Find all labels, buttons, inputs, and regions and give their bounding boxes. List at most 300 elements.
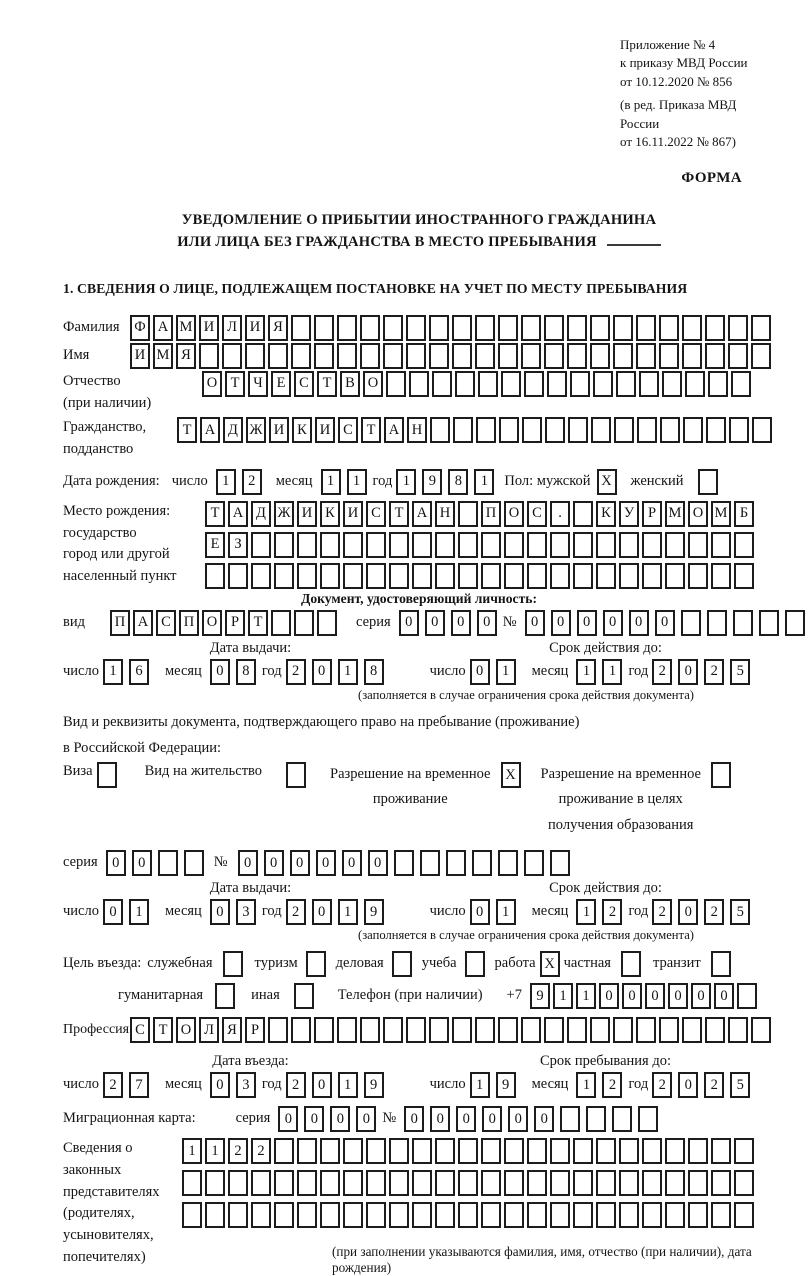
stay-number-cell[interactable]: [472, 850, 492, 876]
birthplace-cell[interactable]: [458, 501, 478, 527]
phone-cell[interactable]: 9: [530, 983, 550, 1009]
birthplace-cell[interactable]: [596, 563, 616, 589]
citizenship-cell[interactable]: [591, 417, 611, 443]
birth-day-cell[interactable]: 2: [242, 469, 262, 495]
surname-cell[interactable]: [521, 315, 541, 341]
profession-cell[interactable]: [567, 1017, 587, 1043]
representatives-cell[interactable]: [320, 1202, 340, 1228]
birthplace-cell[interactable]: [527, 563, 547, 589]
stay-number-cell[interactable]: [524, 850, 544, 876]
surname-cell[interactable]: [544, 315, 564, 341]
phone-cell[interactable]: 1: [553, 983, 573, 1009]
stay-expiry-year-cell[interactable]: 2: [704, 899, 724, 925]
birthplace-cell[interactable]: С: [527, 501, 547, 527]
doc-type-cell[interactable]: А: [133, 610, 153, 636]
residence-permit-checkbox[interactable]: [286, 762, 306, 788]
representatives-cell[interactable]: [320, 1170, 340, 1196]
birthplace-cell[interactable]: [228, 563, 248, 589]
given-name-cell[interactable]: [613, 343, 633, 369]
id-series-cell[interactable]: 0: [477, 610, 497, 636]
stay-number-cell[interactable]: [446, 850, 466, 876]
birthplace-cell[interactable]: [527, 532, 547, 558]
profession-cell[interactable]: [383, 1017, 403, 1043]
birthplace-cell[interactable]: [251, 532, 271, 558]
citizenship-cell[interactable]: [706, 417, 726, 443]
birthplace-cell[interactable]: [573, 532, 593, 558]
profession-cell[interactable]: [314, 1017, 334, 1043]
entry-year-cell[interactable]: 0: [312, 1072, 332, 1098]
surname-cell[interactable]: [567, 315, 587, 341]
citizenship-cell[interactable]: [476, 417, 496, 443]
representatives-cell[interactable]: [205, 1202, 225, 1228]
id-number-cell[interactable]: 0: [525, 610, 545, 636]
stay-series-cell[interactable]: [158, 850, 178, 876]
id-expiry-month-cell[interactable]: 1: [576, 659, 596, 685]
representatives-cell[interactable]: [182, 1202, 202, 1228]
id-expiry-year-cell[interactable]: 5: [730, 659, 750, 685]
citizenship-cell[interactable]: И: [315, 417, 335, 443]
patronymic-cell[interactable]: О: [363, 371, 383, 397]
birthplace-cell[interactable]: О: [688, 501, 708, 527]
stay-number-cell[interactable]: 0: [368, 850, 388, 876]
birthplace-cell[interactable]: [665, 563, 685, 589]
id-expiry-year-cell[interactable]: 0: [678, 659, 698, 685]
citizenship-cell[interactable]: [614, 417, 634, 443]
representatives-cell[interactable]: [320, 1138, 340, 1164]
representatives-cell[interactable]: [389, 1138, 409, 1164]
migration-number-cell[interactable]: 0: [456, 1106, 476, 1132]
representatives-cell[interactable]: [205, 1170, 225, 1196]
representatives-cell[interactable]: [389, 1170, 409, 1196]
representatives-cell[interactable]: [504, 1170, 524, 1196]
migration-series-cell[interactable]: 0: [304, 1106, 324, 1132]
representatives-cell[interactable]: [642, 1138, 662, 1164]
birthplace-cell[interactable]: А: [228, 501, 248, 527]
patronymic-cell[interactable]: [708, 371, 728, 397]
birthplace-cell[interactable]: Е: [205, 532, 225, 558]
id-issue-day-cell[interactable]: 6: [129, 659, 149, 685]
patronymic-cell[interactable]: Т: [225, 371, 245, 397]
profession-cell[interactable]: [590, 1017, 610, 1043]
purpose-official-checkbox[interactable]: [223, 951, 243, 977]
representatives-cell[interactable]: [274, 1170, 294, 1196]
representatives-cell[interactable]: [642, 1170, 662, 1196]
birth-month-cell[interactable]: 1: [321, 469, 341, 495]
purpose-study-checkbox[interactable]: [465, 951, 485, 977]
representatives-cell[interactable]: [297, 1202, 317, 1228]
birthplace-cell[interactable]: [619, 532, 639, 558]
id-number-cell[interactable]: [681, 610, 701, 636]
birthplace-cell[interactable]: У: [619, 501, 639, 527]
birthplace-cell[interactable]: Н: [435, 501, 455, 527]
citizenship-cell[interactable]: [545, 417, 565, 443]
representatives-cell[interactable]: [619, 1202, 639, 1228]
surname-cell[interactable]: Ф: [130, 315, 150, 341]
representatives-cell[interactable]: 1: [205, 1138, 225, 1164]
patronymic-cell[interactable]: [547, 371, 567, 397]
representatives-cell[interactable]: [711, 1138, 731, 1164]
representatives-cell[interactable]: [573, 1138, 593, 1164]
stay-issue-month-cell[interactable]: 0: [210, 899, 230, 925]
birthplace-cell[interactable]: [642, 563, 662, 589]
birth-year-cell[interactable]: 9: [422, 469, 442, 495]
representatives-cell[interactable]: [251, 1202, 271, 1228]
phone-cell[interactable]: 0: [668, 983, 688, 1009]
phone-cell[interactable]: 0: [622, 983, 642, 1009]
representatives-cell[interactable]: [366, 1170, 386, 1196]
profession-cell[interactable]: [475, 1017, 495, 1043]
purpose-transit-checkbox[interactable]: [711, 951, 731, 977]
patronymic-cell[interactable]: [731, 371, 751, 397]
stay-issue-day-cell[interactable]: 0: [103, 899, 123, 925]
citizenship-cell[interactable]: Н: [407, 417, 427, 443]
birthplace-cell[interactable]: [596, 532, 616, 558]
birthplace-cell[interactable]: [504, 532, 524, 558]
birth-day-cell[interactable]: 1: [216, 469, 236, 495]
temp-residence-checkbox[interactable]: X: [501, 762, 521, 788]
representatives-cell[interactable]: [711, 1202, 731, 1228]
patronymic-cell[interactable]: [524, 371, 544, 397]
representatives-cell[interactable]: [412, 1170, 432, 1196]
representatives-cell[interactable]: [458, 1202, 478, 1228]
surname-cell[interactable]: М: [176, 315, 196, 341]
birthplace-cell[interactable]: М: [711, 501, 731, 527]
stay-until-year-cell[interactable]: 2: [652, 1072, 672, 1098]
stay-expiry-year-cell[interactable]: 0: [678, 899, 698, 925]
surname-cell[interactable]: [682, 315, 702, 341]
doc-type-cell[interactable]: П: [110, 610, 130, 636]
given-name-cell[interactable]: [544, 343, 564, 369]
female-checkbox[interactable]: [698, 469, 718, 495]
birth-year-cell[interactable]: 1: [474, 469, 494, 495]
purpose-private-checkbox[interactable]: [621, 951, 641, 977]
birthplace-cell[interactable]: [550, 563, 570, 589]
profession-cell[interactable]: [291, 1017, 311, 1043]
entry-day-cell[interactable]: 7: [129, 1072, 149, 1098]
representatives-cell[interactable]: [504, 1202, 524, 1228]
patronymic-cell[interactable]: [409, 371, 429, 397]
stay-until-year-cell[interactable]: 5: [730, 1072, 750, 1098]
stay-number-cell[interactable]: 0: [264, 850, 284, 876]
profession-cell[interactable]: [337, 1017, 357, 1043]
representatives-cell[interactable]: [251, 1170, 271, 1196]
phone-cell[interactable]: 0: [645, 983, 665, 1009]
given-name-cell[interactable]: [682, 343, 702, 369]
given-name-cell[interactable]: М: [153, 343, 173, 369]
stay-issue-year-cell[interactable]: 2: [286, 899, 306, 925]
representatives-cell[interactable]: [527, 1138, 547, 1164]
patronymic-cell[interactable]: [662, 371, 682, 397]
id-series-cell[interactable]: 0: [425, 610, 445, 636]
representatives-cell[interactable]: [458, 1138, 478, 1164]
representatives-cell[interactable]: [642, 1202, 662, 1228]
stay-series-cell[interactable]: 0: [132, 850, 152, 876]
doc-type-cell[interactable]: [317, 610, 337, 636]
representatives-cell[interactable]: [435, 1202, 455, 1228]
surname-cell[interactable]: [498, 315, 518, 341]
profession-cell[interactable]: [613, 1017, 633, 1043]
stay-series-cell[interactable]: [184, 850, 204, 876]
given-name-cell[interactable]: [222, 343, 242, 369]
representatives-cell[interactable]: [619, 1138, 639, 1164]
given-name-cell[interactable]: [245, 343, 265, 369]
birthplace-cell[interactable]: [297, 532, 317, 558]
patronymic-cell[interactable]: [593, 371, 613, 397]
representatives-cell[interactable]: [366, 1202, 386, 1228]
doc-type-cell[interactable]: Р: [225, 610, 245, 636]
birthplace-cell[interactable]: А: [412, 501, 432, 527]
id-expiry-year-cell[interactable]: 2: [652, 659, 672, 685]
representatives-cell[interactable]: [343, 1138, 363, 1164]
profession-cell[interactable]: [682, 1017, 702, 1043]
migration-number-cell[interactable]: [586, 1106, 606, 1132]
representatives-cell[interactable]: [596, 1202, 616, 1228]
profession-cell[interactable]: Л: [199, 1017, 219, 1043]
migration-number-cell[interactable]: [638, 1106, 658, 1132]
profession-cell[interactable]: [728, 1017, 748, 1043]
patronymic-cell[interactable]: [639, 371, 659, 397]
surname-cell[interactable]: [360, 315, 380, 341]
migration-number-cell[interactable]: [612, 1106, 632, 1132]
stay-until-month-cell[interactable]: 2: [602, 1072, 622, 1098]
patronymic-cell[interactable]: [455, 371, 475, 397]
stay-number-cell[interactable]: [420, 850, 440, 876]
id-number-cell[interactable]: 0: [629, 610, 649, 636]
patronymic-cell[interactable]: [386, 371, 406, 397]
birthplace-cell[interactable]: Б: [734, 501, 754, 527]
id-issue-month-cell[interactable]: 8: [236, 659, 256, 685]
id-issue-year-cell[interactable]: 1: [338, 659, 358, 685]
stay-expiry-month-cell[interactable]: 2: [602, 899, 622, 925]
id-expiry-year-cell[interactable]: 2: [704, 659, 724, 685]
birthplace-cell[interactable]: [320, 532, 340, 558]
representatives-cell[interactable]: [527, 1170, 547, 1196]
birthplace-cell[interactable]: [412, 532, 432, 558]
birthplace-cell[interactable]: .: [550, 501, 570, 527]
given-name-cell[interactable]: [452, 343, 472, 369]
representatives-cell[interactable]: [389, 1202, 409, 1228]
patronymic-cell[interactable]: Е: [271, 371, 291, 397]
profession-cell[interactable]: Я: [222, 1017, 242, 1043]
stay-expiry-month-cell[interactable]: 1: [576, 899, 596, 925]
surname-cell[interactable]: Я: [268, 315, 288, 341]
representatives-cell[interactable]: [481, 1138, 501, 1164]
citizenship-cell[interactable]: [683, 417, 703, 443]
surname-cell[interactable]: [475, 315, 495, 341]
stay-issue-day-cell[interactable]: 1: [129, 899, 149, 925]
surname-cell[interactable]: [337, 315, 357, 341]
id-number-cell[interactable]: [707, 610, 727, 636]
purpose-work-checkbox[interactable]: X: [540, 951, 560, 977]
representatives-cell[interactable]: 1: [182, 1138, 202, 1164]
citizenship-cell[interactable]: А: [200, 417, 220, 443]
profession-cell[interactable]: [705, 1017, 725, 1043]
given-name-cell[interactable]: [475, 343, 495, 369]
id-issue-year-cell[interactable]: 8: [364, 659, 384, 685]
surname-cell[interactable]: А: [153, 315, 173, 341]
stay-until-year-cell[interactable]: 0: [678, 1072, 698, 1098]
birthplace-cell[interactable]: [481, 532, 501, 558]
given-name-cell[interactable]: [659, 343, 679, 369]
birthplace-cell[interactable]: [734, 532, 754, 558]
surname-cell[interactable]: [636, 315, 656, 341]
citizenship-cell[interactable]: Т: [177, 417, 197, 443]
doc-type-cell[interactable]: Т: [248, 610, 268, 636]
birthplace-cell[interactable]: З: [228, 532, 248, 558]
given-name-cell[interactable]: [383, 343, 403, 369]
birth-month-cell[interactable]: 1: [347, 469, 367, 495]
birthplace-cell[interactable]: [619, 563, 639, 589]
patronymic-cell[interactable]: Ч: [248, 371, 268, 397]
migration-number-cell[interactable]: [560, 1106, 580, 1132]
representatives-cell[interactable]: [366, 1138, 386, 1164]
entry-year-cell[interactable]: 1: [338, 1072, 358, 1098]
stay-number-cell[interactable]: [498, 850, 518, 876]
given-name-cell[interactable]: [521, 343, 541, 369]
id-issue-month-cell[interactable]: 0: [210, 659, 230, 685]
given-name-cell[interactable]: [636, 343, 656, 369]
surname-cell[interactable]: [383, 315, 403, 341]
birthplace-cell[interactable]: [481, 563, 501, 589]
id-series-cell[interactable]: 0: [451, 610, 471, 636]
stay-number-cell[interactable]: [394, 850, 414, 876]
birthplace-cell[interactable]: [343, 563, 363, 589]
given-name-cell[interactable]: И: [130, 343, 150, 369]
stay-until-year-cell[interactable]: 2: [704, 1072, 724, 1098]
citizenship-cell[interactable]: А: [384, 417, 404, 443]
stay-expiry-year-cell[interactable]: 5: [730, 899, 750, 925]
birthplace-cell[interactable]: П: [481, 501, 501, 527]
citizenship-cell[interactable]: Т: [361, 417, 381, 443]
representatives-cell[interactable]: [550, 1202, 570, 1228]
representatives-cell[interactable]: [596, 1138, 616, 1164]
citizenship-cell[interactable]: [568, 417, 588, 443]
citizenship-cell[interactable]: И: [269, 417, 289, 443]
representatives-cell[interactable]: [711, 1170, 731, 1196]
visa-checkbox[interactable]: [97, 762, 117, 788]
phone-cell[interactable]: 1: [576, 983, 596, 1009]
stay-series-cell[interactable]: 0: [106, 850, 126, 876]
representatives-cell[interactable]: [665, 1138, 685, 1164]
birthplace-cell[interactable]: О: [504, 501, 524, 527]
birthplace-cell[interactable]: К: [596, 501, 616, 527]
doc-type-cell[interactable]: [294, 610, 314, 636]
birthplace-cell[interactable]: [297, 563, 317, 589]
migration-series-cell[interactable]: 0: [330, 1106, 350, 1132]
surname-cell[interactable]: [314, 315, 334, 341]
citizenship-cell[interactable]: [752, 417, 772, 443]
representatives-cell[interactable]: [734, 1138, 754, 1164]
representatives-cell[interactable]: [435, 1138, 455, 1164]
birthplace-cell[interactable]: [274, 532, 294, 558]
surname-cell[interactable]: Л: [222, 315, 242, 341]
patronymic-cell[interactable]: [432, 371, 452, 397]
profession-cell[interactable]: С: [130, 1017, 150, 1043]
birthplace-cell[interactable]: [504, 563, 524, 589]
given-name-cell[interactable]: [360, 343, 380, 369]
stay-until-day-cell[interactable]: 1: [470, 1072, 490, 1098]
stay-expiry-day-cell[interactable]: 0: [470, 899, 490, 925]
representatives-cell[interactable]: [458, 1170, 478, 1196]
birthplace-cell[interactable]: С: [366, 501, 386, 527]
representatives-cell[interactable]: [734, 1170, 754, 1196]
profession-cell[interactable]: [360, 1017, 380, 1043]
profession-cell[interactable]: [429, 1017, 449, 1043]
representatives-cell[interactable]: [412, 1138, 432, 1164]
birthplace-cell[interactable]: [274, 563, 294, 589]
doc-type-cell[interactable]: [271, 610, 291, 636]
citizenship-cell[interactable]: [660, 417, 680, 443]
given-name-cell[interactable]: [567, 343, 587, 369]
birthplace-cell[interactable]: [573, 563, 593, 589]
given-name-cell[interactable]: [498, 343, 518, 369]
surname-cell[interactable]: И: [245, 315, 265, 341]
representatives-cell[interactable]: [343, 1202, 363, 1228]
birth-year-cell[interactable]: 1: [396, 469, 416, 495]
representatives-cell[interactable]: [573, 1170, 593, 1196]
representatives-cell[interactable]: [182, 1170, 202, 1196]
migration-number-cell[interactable]: 0: [508, 1106, 528, 1132]
surname-cell[interactable]: [728, 315, 748, 341]
profession-cell[interactable]: [659, 1017, 679, 1043]
id-number-cell[interactable]: 0: [603, 610, 623, 636]
surname-cell[interactable]: [452, 315, 472, 341]
representatives-cell[interactable]: [504, 1138, 524, 1164]
profession-cell[interactable]: [268, 1017, 288, 1043]
birthplace-cell[interactable]: [320, 563, 340, 589]
citizenship-cell[interactable]: К: [292, 417, 312, 443]
birthplace-cell[interactable]: [366, 532, 386, 558]
phone-cell[interactable]: [737, 983, 757, 1009]
surname-cell[interactable]: [291, 315, 311, 341]
profession-cell[interactable]: Р: [245, 1017, 265, 1043]
birthplace-cell[interactable]: [688, 532, 708, 558]
representatives-cell[interactable]: [228, 1202, 248, 1228]
representatives-cell[interactable]: [343, 1170, 363, 1196]
patronymic-cell[interactable]: В: [340, 371, 360, 397]
representatives-cell[interactable]: [665, 1170, 685, 1196]
given-name-cell[interactable]: [314, 343, 334, 369]
profession-cell[interactable]: Т: [153, 1017, 173, 1043]
citizenship-cell[interactable]: [430, 417, 450, 443]
stay-number-cell[interactable]: 0: [290, 850, 310, 876]
birthplace-cell[interactable]: [734, 563, 754, 589]
surname-cell[interactable]: [406, 315, 426, 341]
birth-year-cell[interactable]: 8: [448, 469, 468, 495]
entry-year-cell[interactable]: 9: [364, 1072, 384, 1098]
profession-cell[interactable]: [544, 1017, 564, 1043]
phone-cell[interactable]: 0: [714, 983, 734, 1009]
surname-cell[interactable]: И: [199, 315, 219, 341]
representatives-cell[interactable]: [228, 1170, 248, 1196]
id-issue-year-cell[interactable]: 2: [286, 659, 306, 685]
birthplace-cell[interactable]: И: [297, 501, 317, 527]
patronymic-cell[interactable]: Т: [317, 371, 337, 397]
birthplace-cell[interactable]: [366, 563, 386, 589]
patronymic-cell[interactable]: [616, 371, 636, 397]
phone-cell[interactable]: 0: [599, 983, 619, 1009]
id-number-cell[interactable]: [759, 610, 779, 636]
id-number-cell[interactable]: [785, 610, 805, 636]
representatives-cell[interactable]: [274, 1202, 294, 1228]
birthplace-cell[interactable]: [205, 563, 225, 589]
given-name-cell[interactable]: [751, 343, 771, 369]
birthplace-cell[interactable]: Р: [642, 501, 662, 527]
id-issue-day-cell[interactable]: 1: [103, 659, 123, 685]
birthplace-cell[interactable]: [573, 501, 593, 527]
id-number-cell[interactable]: 0: [655, 610, 675, 636]
patronymic-cell[interactable]: [478, 371, 498, 397]
